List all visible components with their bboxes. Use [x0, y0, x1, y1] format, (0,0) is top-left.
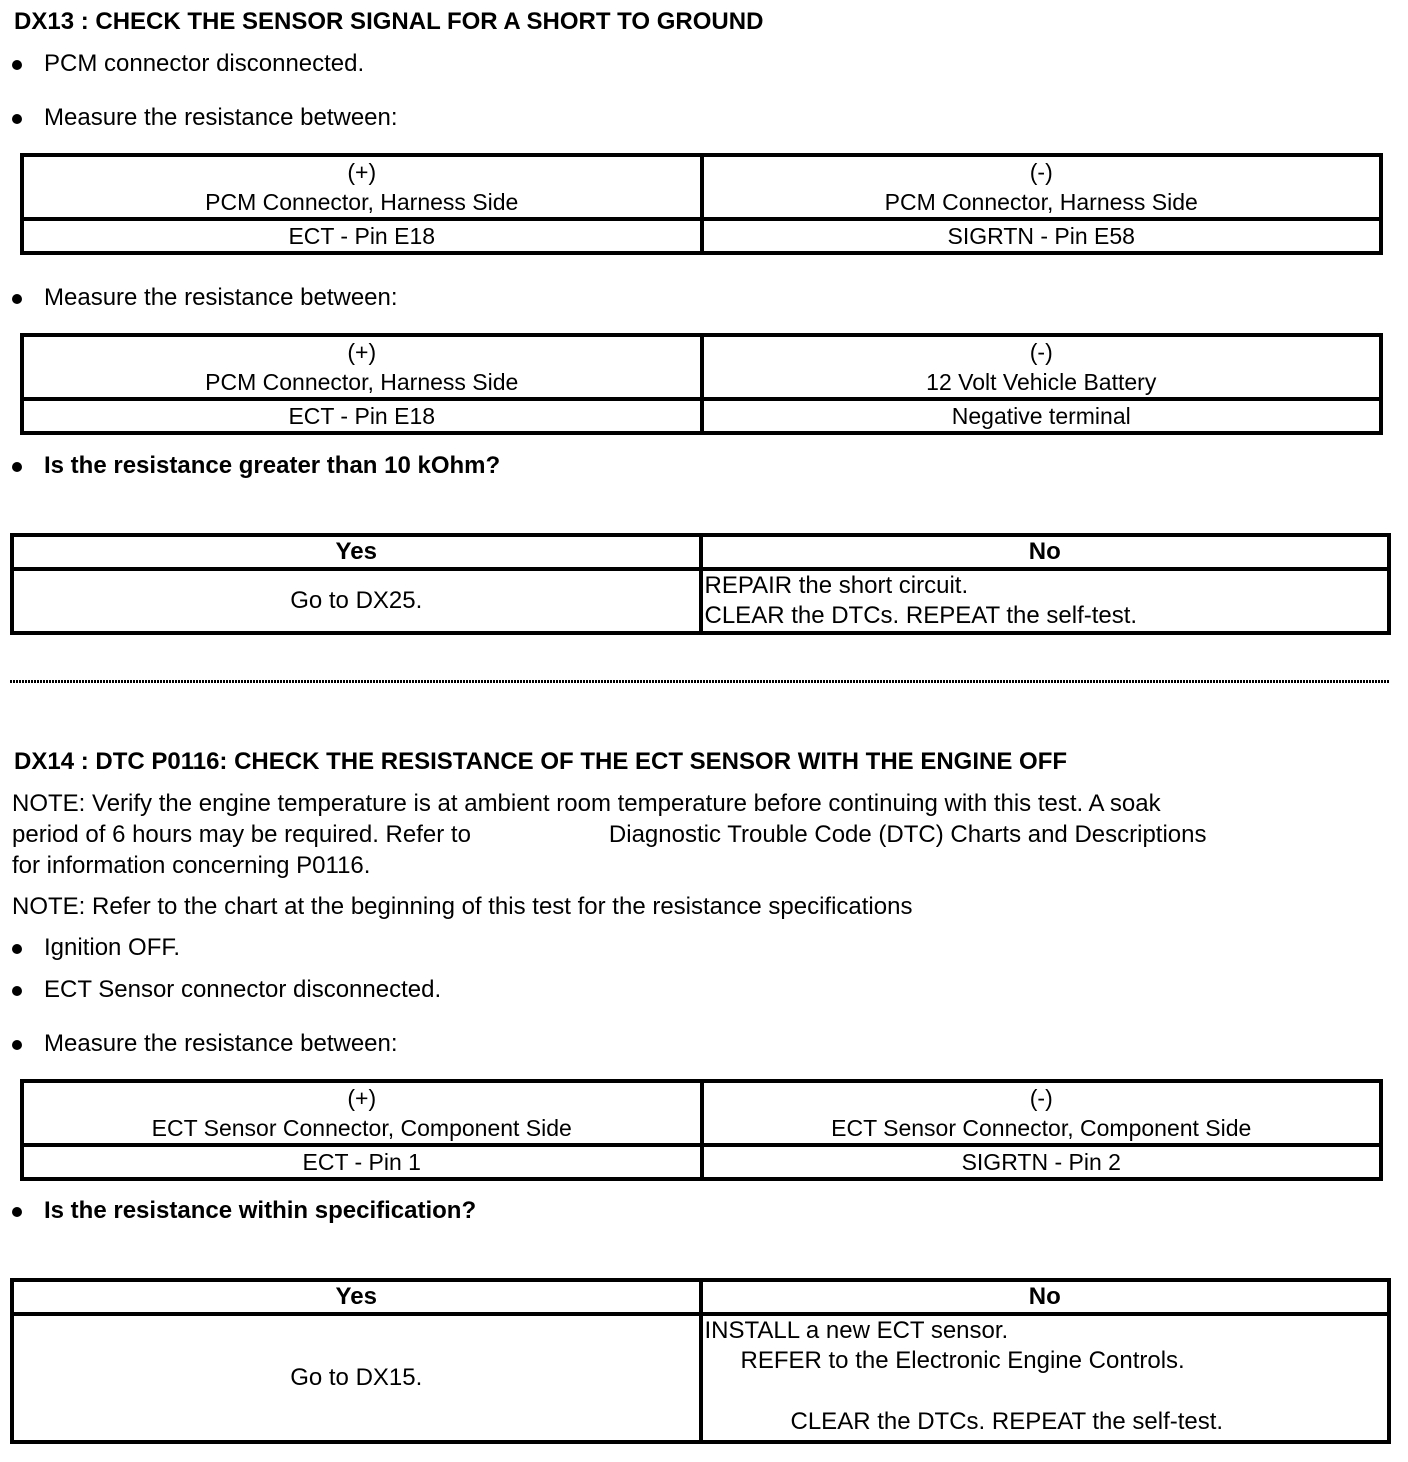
yes-header: Yes	[12, 1280, 701, 1314]
question-text: Is the resistance within specification?	[44, 1197, 477, 1224]
bullet-item	[12, 284, 398, 312]
positive-value: ECT - Pin E18	[22, 399, 702, 433]
bullet-icon	[12, 944, 22, 954]
measurement-table-2	[20, 333, 1383, 435]
no-header: No	[701, 535, 1390, 569]
section-divider	[10, 680, 1390, 683]
question-text: Is the resistance greater than 10 kOhm?	[44, 452, 501, 479]
bullet-item	[12, 50, 364, 78]
yes-action: Go to DX15.	[12, 1314, 701, 1442]
bullet-item	[12, 1030, 398, 1058]
positive-value: ECT - Pin E18	[22, 219, 702, 253]
bullet-text: ECT Sensor connector disconnected.	[44, 976, 442, 1003]
dx13-title: DX13 : CHECK THE SENSOR SIGNAL FOR A SHORT TO GROUND	[14, 8, 764, 35]
negative-header: (-) ECT Sensor Connector, Component Side	[702, 1081, 1382, 1145]
yes-action: Go to DX25.	[12, 569, 701, 633]
bullet-icon	[12, 114, 22, 124]
bullet-icon	[12, 1040, 22, 1050]
bullet-text: Measure the resistance between:	[44, 284, 398, 311]
bullet-icon	[12, 1207, 22, 1217]
no-action: REPAIR the short circuit. CLEAR the DTCs. REPEAT the self-test.	[701, 569, 1390, 633]
measurement-table-3	[20, 1079, 1383, 1181]
note-1: NOTE: Verify the engine temperature is at ambient room temperature before continuing with this test. A soak period of 6 hours may be required. Refer to Diagnostic Trouble Code (DTC) Charts and Descriptions for information concerning P0116.	[12, 790, 1207, 879]
negative-value: SIGRTN - Pin 2	[702, 1145, 1382, 1179]
negative-header: (-) 12 Volt Vehicle Battery	[702, 335, 1382, 399]
measurement-table-1	[20, 153, 1383, 255]
bullet-text: Measure the resistance between:	[44, 104, 398, 131]
no-header: No	[701, 1280, 1390, 1314]
dx14-title: DX14 : DTC P0116: CHECK THE RESISTANCE OF THE ECT SENSOR WITH THE ENGINE OFF	[14, 748, 1068, 775]
bullet-text: Ignition OFF.	[44, 934, 181, 961]
no-action: INSTALL a new ECT sensor. REFER to the Electronic Engine Controls. CLEAR the DTCs. REPEAT the self-test.	[701, 1314, 1390, 1442]
bullet-icon	[12, 60, 22, 70]
positive-header: (+) PCM Connector, Harness Side	[22, 335, 702, 399]
bullet-icon	[12, 986, 22, 996]
yes-header: Yes	[12, 535, 701, 569]
positive-value: ECT - Pin 1	[22, 1145, 702, 1179]
bullet-text: PCM connector disconnected.	[44, 50, 365, 77]
note-2: NOTE: Refer to the chart at the beginning of this test for the resistance specifications	[12, 893, 913, 920]
negative-header: (-) PCM Connector, Harness Side	[702, 155, 1382, 219]
bullet-item	[12, 934, 180, 962]
bullet-icon	[12, 294, 22, 304]
bullet-icon	[12, 462, 22, 472]
bullet-item	[12, 104, 398, 132]
positive-header: (+) ECT Sensor Connector, Component Side	[22, 1081, 702, 1145]
bullet-item	[12, 976, 441, 1004]
question	[12, 452, 500, 480]
positive-header: (+) PCM Connector, Harness Side	[22, 155, 702, 219]
bullet-text: Measure the resistance between:	[44, 1030, 398, 1057]
yes-no-table-dx13	[10, 533, 1391, 635]
negative-value: Negative terminal	[702, 399, 1382, 433]
question	[12, 1197, 476, 1225]
negative-value: SIGRTN - Pin E58	[702, 219, 1382, 253]
yes-no-table-dx14	[10, 1278, 1391, 1444]
